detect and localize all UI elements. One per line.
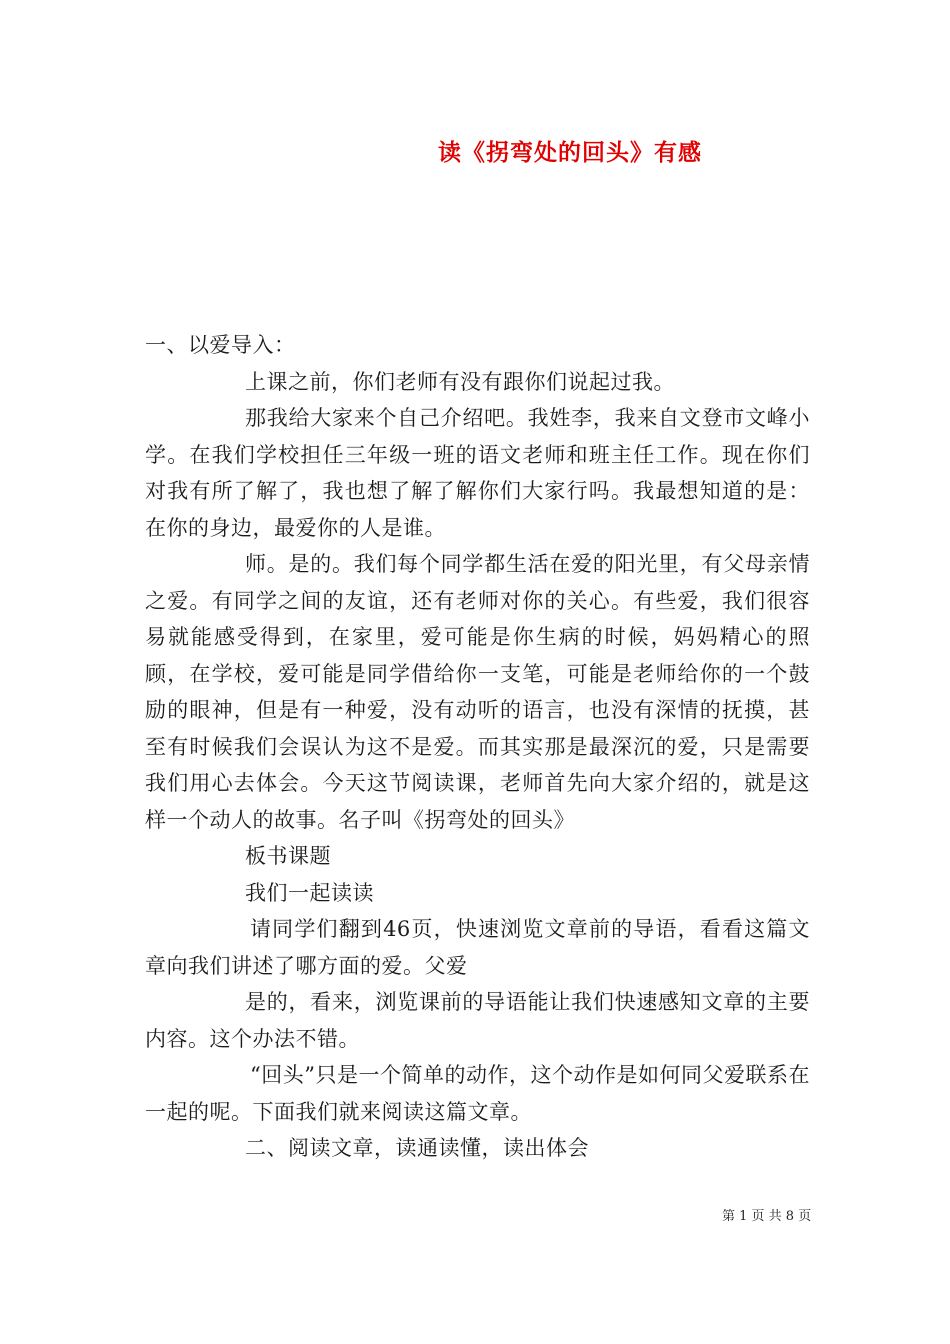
paragraph: 上课之前，你们老师有没有跟你们说起过我。	[245, 369, 675, 394]
document-body	[145, 327, 810, 1167]
paragraph: 我们一起读读	[245, 880, 374, 905]
document-title: 读《拐弯处的回头》有感	[438, 139, 702, 166]
paragraph: 是的，看来，浏览课前的导语能让我们快速感知文章的主要内容。这个办法不错。	[145, 990, 810, 1051]
paragraph: “回头”只是一个简单的动作，这个动作是如何同父爱联系在一起的呢。下面我们就来阅读这篇文章。	[145, 1063, 810, 1124]
paragraph: 师。是的。我们每个同学都生活在爱的阳光里，有父母亲情之爱。有同学之间的友谊，还有老师对你的关心。有些爱，我们很容易就能感受得到，在家里，爱可能是你生病的时候，妈妈精心的照顾，在学校，爱可能是同学借给你一支笔，可能是老师给你的一个鼓励的眼神，但是有一种爱，没有动听的语言，也没有深情的抚摸，甚至有时候我们会误认为这不是爱。而其实那是最深沉的爱，只是需要我们用心去体会。今天这节阅读课，老师首先向大家介绍的，就是这样一个动人的故事。名子叫《拐弯处的回头》	[145, 552, 810, 832]
page-number-footer: 第 1 页 共 8 页	[722, 1209, 812, 1224]
paragraph: 请同学们翻到46页，快速浏览文章前的导语，看看这篇文章向我们讲述了哪方面的爱。父爱	[145, 917, 810, 978]
paragraph: 板书课题	[245, 844, 331, 868]
section-heading-2: 二、阅读文章，读通读懂，读出体会	[245, 1136, 589, 1160]
section-heading-1: 一、以爱导入：	[145, 333, 296, 357]
paragraph: 那我给大家来个自己介绍吧。我姓李，我来自文登市文峰小学。在我们学校担任三年级一班的语文老师和班主任工作。现在你们对我有所了解了，我也想了解了解你们大家行吗。我最想知道的是：在你的身边，最爱你的人是谁。	[145, 406, 810, 540]
